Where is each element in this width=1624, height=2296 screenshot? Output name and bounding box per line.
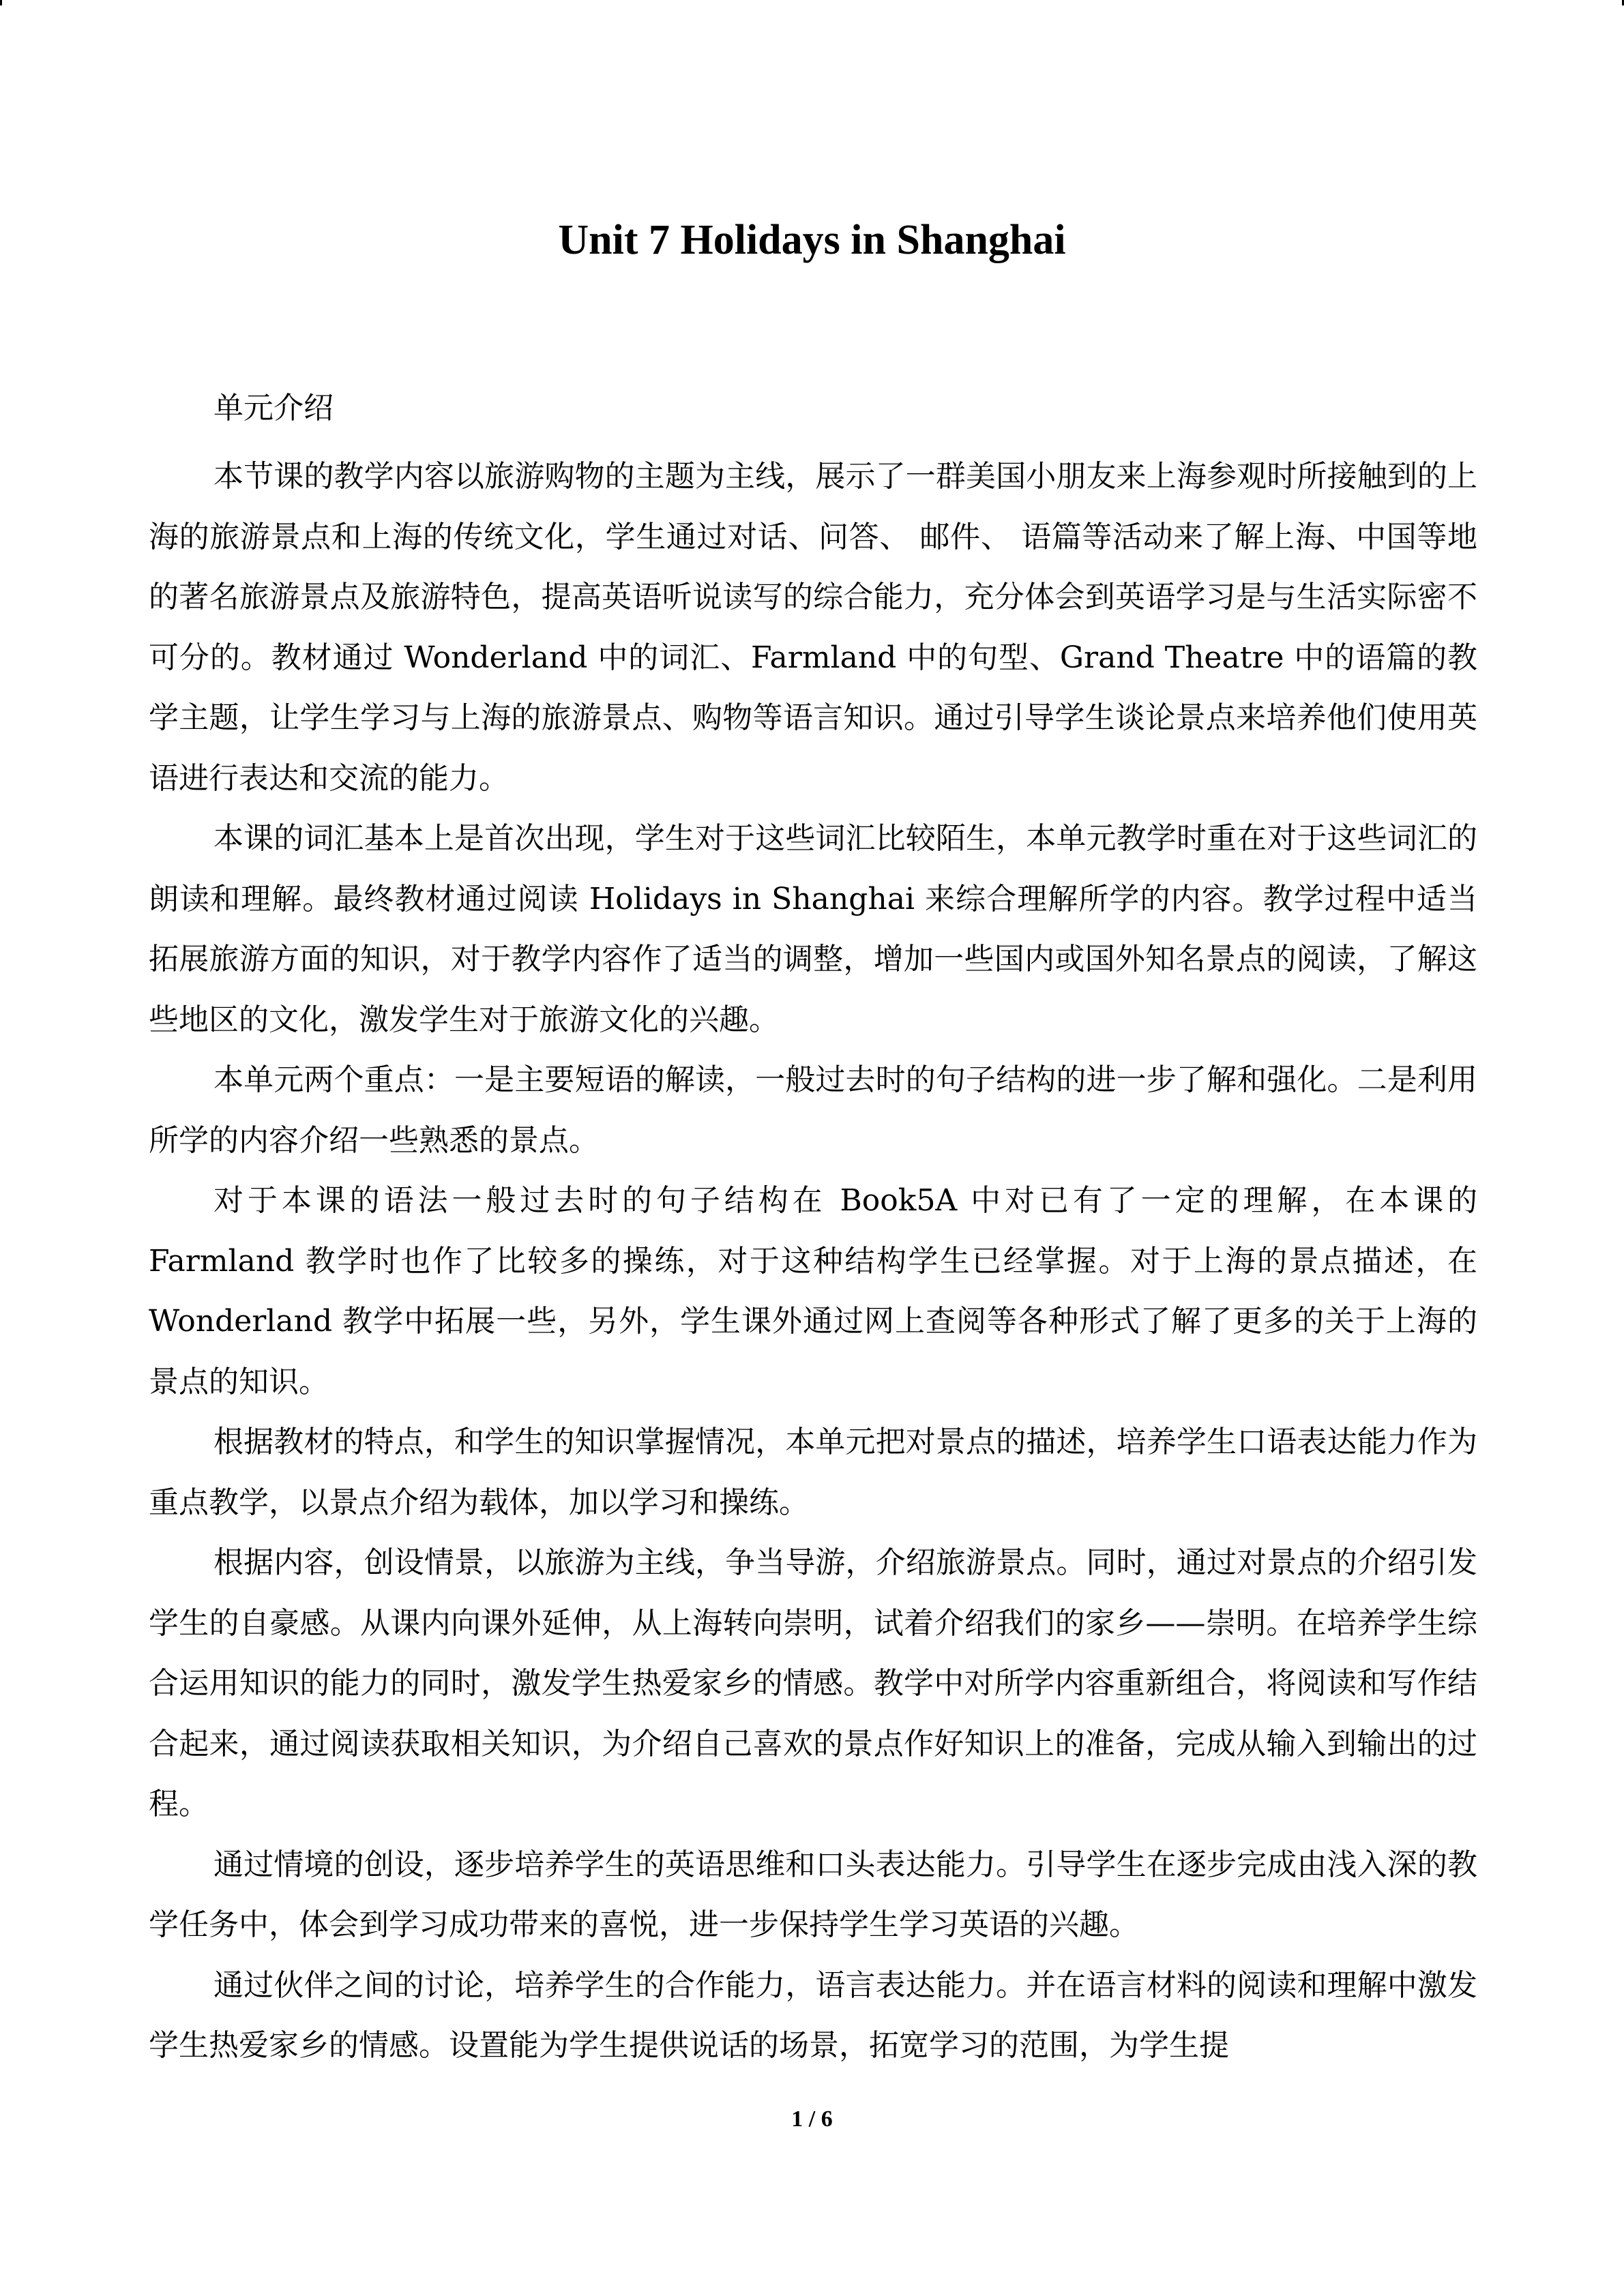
section-heading: 单元介绍 bbox=[213, 391, 334, 426]
paragraph-3: 本单元两个重点：一是主要短语的解读，一般过去时的句子结构的进一步了解和强化。二是利用所学的内容介绍一些熟悉的景点。 bbox=[149, 1062, 1477, 1158]
paragraph-6: 根据内容，创设情景，以旅游为主线，争当导游，介绍旅游景点。同时，通过对景点的介绍引发学生的自豪感。从课内向课外延伸，从上海转向崇明，试着介绍我们的家乡——崇明。在培养学生综合运用知识的能力的同时，激发学生热爱家乡的情感。教学中对所学内容重新组合，将阅读和写作结合起来，通过阅读获取相关知识，为介绍自己喜欢的景点作好知识上的准备，完成从输入到输出的过程。 bbox=[149, 1545, 1477, 1821]
paragraph-8: 通过伙伴之间的讨论，培养学生的合作能力，语言表达能力。并在语言材料的阅读和理解中激发学生热爱家乡的情感。设置能为学生提供说话的场景，拓宽学习的范围，为学生提 bbox=[149, 1967, 1477, 2063]
document-title: Unit 7 Holidays in Shanghai bbox=[558, 217, 1066, 263]
body-text bbox=[149, 447, 1477, 2076]
paragraph-5: 根据教材的特点，和学生的知识掌握情况，本单元把对景点的描述，培养学生口语表达能力作为重点教学，以景点介绍为载体，加以学习和操练。 bbox=[149, 1425, 1477, 1520]
paragraph-4: 对于本课的语法一般过去时的句子结构在 Book5A 中对已有了一定的理解，在本课的 Farmland 教学时也作了比较多的操练，对于这种结构学生已经掌握。对于上海的景点描述，在 Wonderland 教学中拓展一些，另外，学生课外通过网上查阅等各种形式了解了更多的关于上海的景点的知识。 bbox=[149, 1183, 1477, 1399]
paragraph-7: 通过情境的创设，逐步培养学生的英语思维和口头表达能力。引导学生在逐步完成由浅入深的教学任务中，体会到学习成功带来的喜悦，进一步保持学生学习英语的兴趣。 bbox=[149, 1847, 1477, 1942]
page-number: 1 / 6 bbox=[791, 2106, 833, 2132]
paragraph-2: 本课的词汇基本上是首次出现，学生对于这些词汇比较陌生，本单元教学时重在对于这些词汇的朗读和理解。最终教材通过阅读 Holidays in Shanghai 来综合理解所学的内容。教学过程中适当拓展旅游方面的知识，对于教学内容作了适当的调整，增加一些国内或国外知名景点的阅读，了解这些地区的文化，激发学生对于旅游文化的兴趣。 bbox=[149, 821, 1477, 1037]
page-corner-mark-left bbox=[0, 0, 2, 5]
paragraph-1: 本节课的教学内容以旅游购物的主题为主线，展示了一群美国小朋友来上海参观时所接触到的上海的旅游景点和上海的传统文化，学生通过对话、问答、 邮件、 语篇等活动来了解上海、中国等地的著名旅游景点及旅游特色，提高英语听说读写的综合能力，充分体会到英语学习是与生活实际密不可分的。教材通过 Wonderland 中的词汇、Farmland 中的句型、Grand Theatre 中的语篇的教学主题，让学生学习与上海的旅游景点、购物等语言知识。通过引导学生谈论景点来培养他们使用英语进行表达和交流的能力。 bbox=[149, 459, 1477, 796]
